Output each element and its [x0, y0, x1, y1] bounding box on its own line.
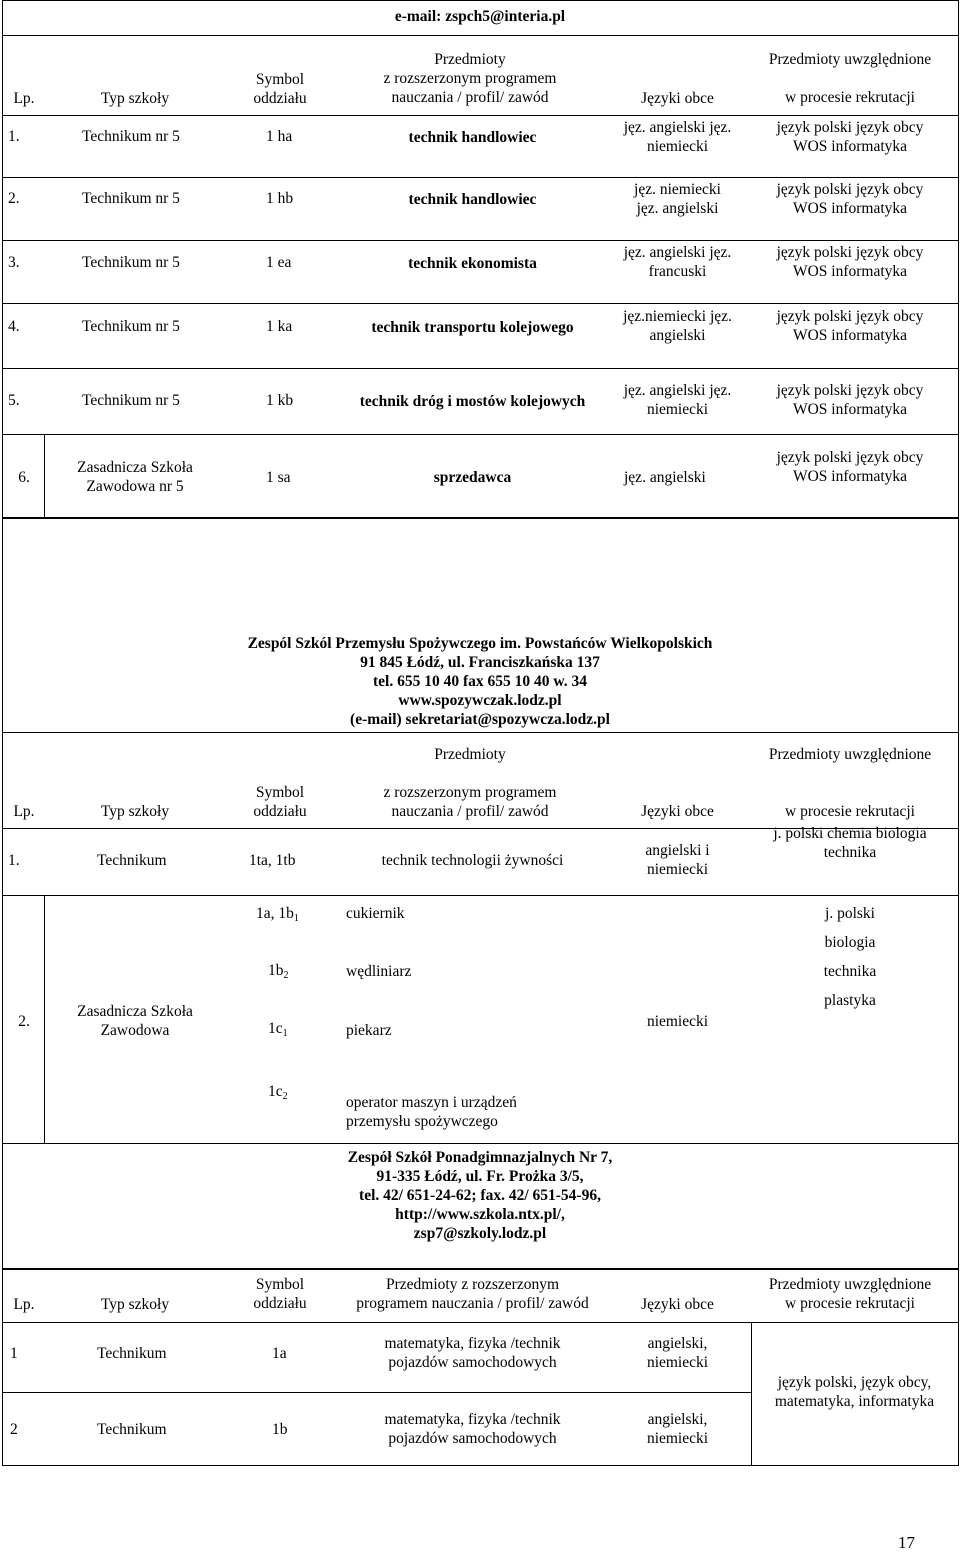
- s3-row-2-symbol: 1b: [272, 1421, 288, 1438]
- header-jezyki: Języki obce: [641, 803, 714, 820]
- row-4-lp: 4.: [8, 318, 20, 335]
- school-info-zsps: Zespól Szkól Przemysłu Spożywczego im. Powstańców Wielkopolskich 91 845 Łódź, ul. Franciszkańska 137 tel. 655 10 40 fax 655 10 40 w. 34 www.spozywczak.lodz.pl (e-mail) sekretariat@spozywcza.lodz.pl: [247, 635, 713, 728]
- row-5-jezyki: jęz. angielski jęz. niemiecki: [623, 382, 732, 418]
- row-2-jezyki: jęz. niemiecki jęz. angielski: [634, 181, 721, 217]
- header-przedmioty: z rozszerzonym programem nauczania / profil/ zawód: [383, 784, 557, 820]
- row-1-symbol: 1 ha: [266, 128, 293, 145]
- row-3-uwzglednione: język polski język obcy WOS informatyka: [776, 244, 924, 280]
- s2-uwzgl-1: j. polski: [825, 905, 875, 922]
- row-divider: [2, 1392, 751, 1393]
- row-3-zawod: technik ekonomista: [408, 255, 537, 272]
- row-1-zawod: technik handlowiec: [408, 129, 537, 146]
- header-przedmioty: Przedmioty z rozszerzonym programem nauczania / profil/ zawód: [383, 51, 557, 106]
- col-divider: [44, 434, 45, 518]
- s2-row-1-jezyki: angielski i niemiecki: [645, 842, 710, 878]
- header-uwzglednione-top: Przedmioty uwzględnione: [768, 746, 932, 763]
- row-divider: [2, 732, 959, 733]
- s2-row-1-symbol: 1ta, 1tb: [249, 852, 296, 869]
- header-lp: Lp.: [13, 803, 35, 820]
- row-divider: [2, 240, 959, 241]
- row-divider: [2, 368, 959, 369]
- row-5-symbol: 1 kb: [266, 392, 294, 409]
- s2-zawod-2: wędliniarz: [346, 963, 412, 980]
- header-przedmioty: Przedmioty z rozszerzonym programem nauczania / profil/ zawód: [356, 1276, 589, 1312]
- s2-row-1-typ: Technikum: [97, 852, 167, 869]
- s3-row-2-jezyki: angielski, niemiecki: [646, 1411, 709, 1447]
- row-divider: [2, 303, 959, 304]
- row-2-symbol: 1 hb: [266, 190, 294, 207]
- row-6-typ: Zasadnicza Szkoła Zawodowa nr 5: [77, 459, 193, 495]
- row-5-zawod: technik dróg i mostów kolejowych: [359, 393, 586, 410]
- row-3-typ: Technikum nr 5: [82, 254, 180, 271]
- row-2-zawod: technik handlowiec: [408, 191, 537, 208]
- s2-row-2-typ: Zasadnicza Szkoła Zawodowa: [77, 1003, 193, 1039]
- s2-row-2-jezyki: niemiecki: [646, 1013, 709, 1030]
- header-uwzglednione: w procesie rekrutacji: [785, 803, 915, 820]
- s3-uwzglednione: język polski, język obcy, matematyka, informatyka: [774, 1374, 935, 1410]
- s3-row-2-typ: Technikum: [97, 1421, 167, 1438]
- row-divider: [2, 1322, 959, 1323]
- row-divider: [2, 1143, 959, 1144]
- row-3-symbol: 1 ea: [266, 254, 292, 271]
- row-6-lp: 6.: [18, 469, 30, 486]
- header-lp: Lp.: [13, 90, 35, 107]
- row-1-jezyki: jęz. angielski jęz. niemiecki: [623, 119, 732, 155]
- row-1-typ: Technikum nr 5: [82, 128, 180, 145]
- row-5-typ: Technikum nr 5: [82, 392, 180, 409]
- row-1-lp: 1.: [8, 128, 20, 145]
- header-jezyki: Języki obce: [641, 90, 714, 107]
- row-divider: [2, 895, 959, 896]
- row-2-uwzglednione: język polski język obcy WOS informatyka: [776, 181, 924, 217]
- s3-row-1-typ: Technikum: [97, 1345, 167, 1362]
- row-2-typ: Technikum nr 5: [82, 190, 180, 207]
- header-przedmioty-top: Przedmioty: [434, 746, 506, 763]
- row-divider: [2, 115, 959, 116]
- row-4-jezyki: jęz.niemiecki jęz. angielski: [623, 308, 732, 344]
- row-3-lp: 3.: [8, 254, 20, 271]
- header-jezyki: Języki obce: [641, 1296, 714, 1313]
- row-4-symbol: 1 ka: [266, 318, 293, 335]
- row-divider: [2, 434, 959, 435]
- row-5-lp: 5.: [8, 392, 20, 409]
- s3-row-2-lp: 2: [10, 1421, 18, 1438]
- col-divider: [44, 895, 45, 1143]
- header-typ: Typ szkoły: [100, 90, 170, 107]
- header-symbol: Symbol oddziału: [253, 1276, 307, 1312]
- row-3-jezyki: jęz. angielski jęz. francuski: [623, 244, 732, 280]
- header-symbol: Symbol oddziału: [253, 784, 307, 820]
- row-4-typ: Technikum nr 5: [82, 318, 180, 335]
- row-6-zawod: sprzedawca: [433, 469, 512, 486]
- page-number: 17: [898, 1533, 915, 1552]
- s3-row-2-zawod: matematyka, fizyka /technik pojazdów samochodowych: [384, 1411, 561, 1447]
- row-divider: [2, 35, 959, 36]
- s3-row-1-lp: 1: [10, 1345, 18, 1362]
- s3-row-1-jezyki: angielski, niemiecki: [646, 1335, 709, 1371]
- s2-zawod-4: operator maszyn i urządzeń przemysłu spożywczego: [346, 1094, 517, 1130]
- row-divider: [2, 177, 959, 178]
- s2-uwzgl-3: technika: [823, 963, 877, 980]
- school-info-zsp7: Zespół Szkół Ponadgimnazjalnych Nr 7, 91-335 Łódź, ul. Fr. Prożka 3/5, tel. 42/ 651-24-62; fax. 42/ 651-54-96, http://www.szkola.ntx.pl/, zsp7@szkoly.lodz.pl: [347, 1149, 613, 1242]
- header-uwzglednione: Przedmioty uwzględnione w procesie rekrutacji: [768, 51, 932, 106]
- header-symbol: Symbol oddziału: [253, 71, 307, 107]
- s2-uwzgl-2: biologia: [824, 934, 876, 951]
- s3-row-1-zawod: matematyka, fizyka /technik pojazdów samochodowych: [384, 1335, 561, 1371]
- s2-zawod-1: cukiernik: [346, 905, 405, 922]
- s2-row-1-zawod: technik technologii żywności: [381, 852, 564, 869]
- header-lp: Lp.: [13, 1296, 35, 1313]
- row-5-uwzglednione: język polski język obcy WOS informatyka: [776, 382, 924, 418]
- s2-row-2-lp: 2.: [18, 1013, 30, 1030]
- row-4-uwzglednione: język polski język obcy WOS informatyka: [776, 308, 924, 344]
- row-4-zawod: technik transportu kolejowego: [371, 319, 574, 336]
- row-6-symbol: 1 sa: [266, 469, 291, 486]
- s2-row-1-uwzglednione: j. polski chemia biologia technika: [773, 825, 927, 861]
- s2-symbol-1: 1a, $1b_1$: [256, 905, 299, 924]
- header-typ: Typ szkoły: [100, 803, 170, 820]
- header-typ: Typ szkoły: [100, 1296, 170, 1313]
- row-1-uwzglednione: język polski język obcy WOS informatyka: [776, 119, 924, 155]
- row-6-uwzglednione: język polski język obcy WOS informatyka: [776, 449, 924, 485]
- s2-symbol-3: $1c_1$: [268, 1020, 288, 1039]
- s2-row-1-lp: 1.: [8, 852, 20, 869]
- row-2-lp: 2.: [8, 190, 20, 207]
- row-6-jezyki: jęz. angielski: [624, 469, 706, 486]
- s2-zawod-3: piekarz: [346, 1022, 392, 1039]
- s2-symbol-2: $1b_2$: [268, 962, 289, 981]
- s2-uwzgl-4: plastyka: [824, 992, 876, 1009]
- s2-symbol-4: $1c_2$: [268, 1083, 288, 1102]
- s3-row-1-symbol: 1a: [272, 1345, 287, 1362]
- header-uwzglednione: Przedmioty uwzględnione w procesie rekrutacji: [768, 1276, 932, 1312]
- school-email: e-mail: zspch5@interia.pl: [394, 8, 566, 25]
